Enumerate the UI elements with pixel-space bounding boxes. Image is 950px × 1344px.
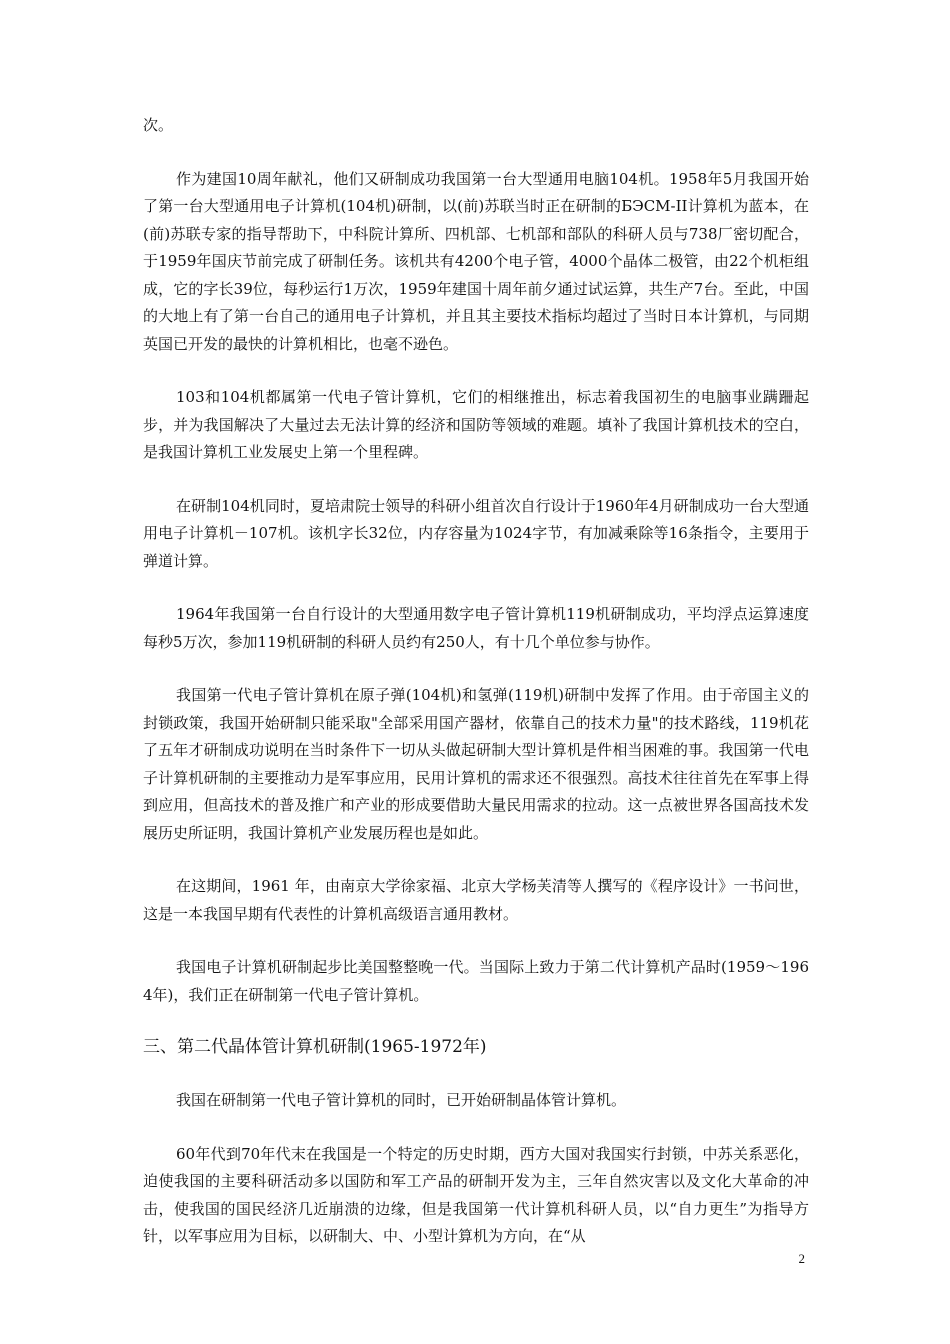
paragraph-military-application: 我国第一代电子管计算机在原子弹(104机)和氢弹(119机)研制中发挥了作用。由于帝国主义的封锁政策，我国开始研制只能采取"全部采用国产器材，依靠自己的技术力量"的技术路线，119机花了五年才研制成功说明在当时条件下一切从头做起研制大型计算机是件相当困难的事。我国第一代电子计算机研制的主要推动力是军事应用，民用计算机的需求还不很强烈。高技术往往首先在军事上得到应用，但高技术的普及推广和产业的形成要借助大量民用需求的拉动。这一点被世界各国高技术发展历史所证明，我国计算机产业发展历程也是如此。 bbox=[143, 686, 809, 842]
paragraph-119-computer: 1964年我国第一台自行设计的大型通用数字电子管计算机119机研制成功，平均浮点运算速度每秒5万次，参加119机研制的科研人员约有250人，有十几个单位参与协作。 bbox=[143, 605, 809, 651]
paragraph-one-generation-behind: 我国电子计算机研制起步比美国整整晚一代。当国际上致力于第二代计算机产品时(1959～1964年)，我们正在研制第一代电子管计算机。 bbox=[143, 958, 809, 1004]
document-page bbox=[143, 112, 809, 1251]
paragraph-transistor-start: 我国在研制第一代电子管计算机的同时，已开始研制晶体管计算机。 bbox=[176, 1091, 627, 1109]
paragraph-first-generation: 103和104机都属第一代电子管计算机，它们的相继推出，标志着我国初生的电脑事业蹒跚起步，并为我国解决了大量过去无法计算的经济和国防等领域的难题。填补了我国计算机技术的空白，是我国计算机工业发展史上第一个里程碑。 bbox=[143, 388, 809, 461]
paragraph-historical-period: 60年代到70年代末在我国是一个特定的历史时期，西方大国对我国实行封锁，中苏关系恶化，迫使我国的主要科研活动多以国防和军工产品的研制开发为主，三年自然灾害以及文化大革命的冲击，使我国的国民经济几近崩溃的边缘，但是我国第一代计算机科研人员，以“自力更生”为指导方针，以军事应用为目标，以研制大、中、小型计算机为方向，在“从 bbox=[143, 1144, 809, 1245]
paragraph-continuation: 次。 bbox=[143, 116, 174, 134]
paragraph-programming-textbook: 在这期间，1961 年，由南京大学徐家福、北京大学杨芙清等人撰写的《程序设计》一书问世，这是一本我国早期有代表性的计算机高级语言通用教材。 bbox=[143, 877, 809, 923]
paragraph-104-computer: 作为建国10周年献礼，他们又研制成功我国第一台大型通用电脑104机。1958年5月我国开始了第一台大型通用电子计算机(104机)研制，以(前)苏联当时正在研制的БЭСМ-II计算机为蓝本，在(前)苏联专家的指导帮助下，中科院计算所、四机部、七机部和部队的科研人员与738厂密切配合，于1959年国庆节前完成了研制任务。该机共有4200个电子管，4000个晶体二极管，由22个机柜组成，它的字长39位，每秒运行1万次，1959年建国十周年前夕通过试运算，共生产7台。至此，中国的大地上有了第一台自己的通用电子计算机，并且其主要技术指标均超过了当时日本计算机，与同期英国已开发的最快的计算机相比，也毫不逊色。 bbox=[143, 169, 809, 353]
paragraph-107-computer: 在研制104机同时，夏培肃院士领导的科研小组首次自行设计于1960年4月研制成功一台大型通用电子计算机－107机。该机字长32位，内存容量为1024字节，有加减乘除等16条指令，主要用于弹道计算。 bbox=[143, 496, 809, 570]
page-number: 2 bbox=[798, 1251, 805, 1266]
section-heading: 三、第二代晶体管计算机研制(1965-1972年) bbox=[143, 1037, 487, 1057]
